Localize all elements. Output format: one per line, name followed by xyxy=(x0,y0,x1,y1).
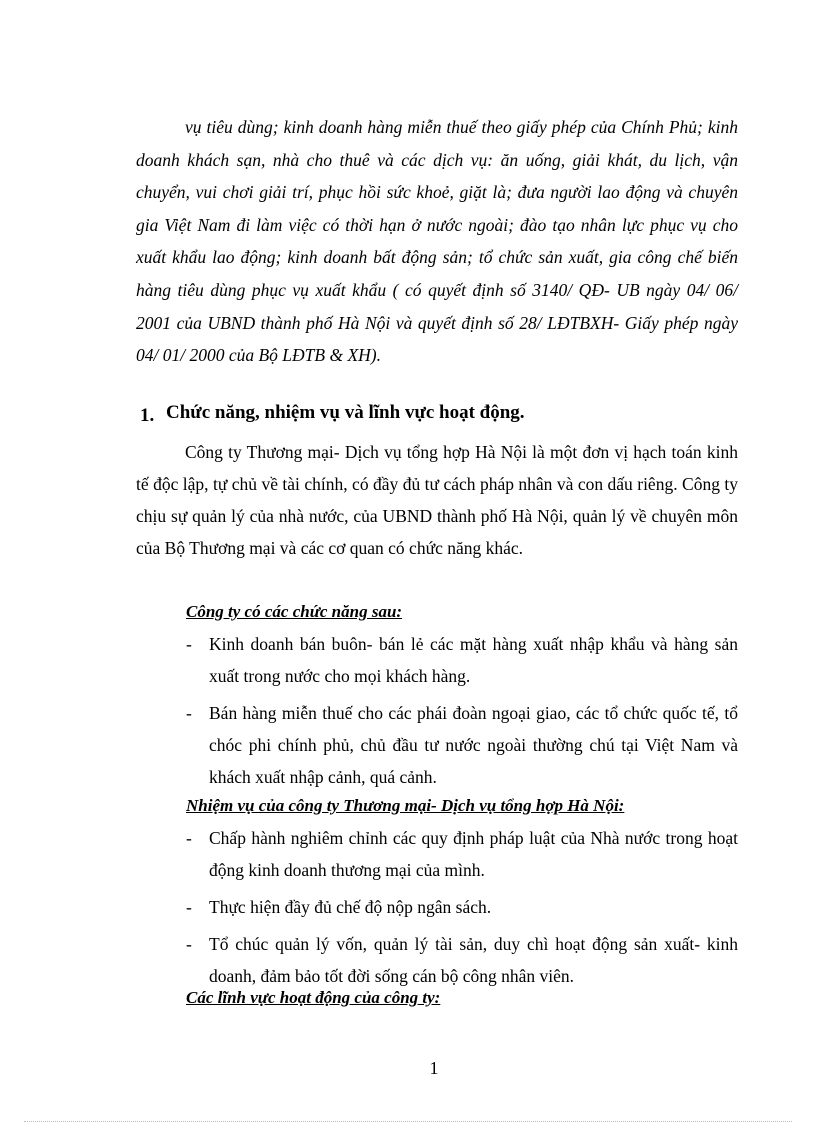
section-number: 1. xyxy=(140,405,155,426)
list-item-text: Kinh doanh bán buôn- bán lẻ các mặt hàng xuất nhập khẩu và hàng sản xuất trong nước cho mọi khách hàng. xyxy=(209,634,738,686)
section-title: Chức năng, nhiệm vụ và lĩnh vực hoạt động. xyxy=(166,402,525,423)
list-item xyxy=(186,928,738,992)
list-item-text: Tổ chúc quản lý vốn, quản lý tài sản, duy chì hoạt động sản xuất- kinh doanh, đảm bảo tốt đời sống cán bộ công nhân viên. xyxy=(209,934,738,986)
functions-list xyxy=(186,628,738,798)
list-item xyxy=(186,697,738,793)
bullet-dash: - xyxy=(186,828,192,848)
bullet-dash: - xyxy=(186,703,192,723)
list-item xyxy=(186,822,738,886)
section-paragraph: Công ty Thương mại- Dịch vụ tổng hợp Hà Nội là một đơn vị hạch toán kinh tế độc lập, tự chủ về tài chính, có đầy đủ tư cách pháp nhân và con dấu riêng. Công ty chịu sự quản lý của nhà nước, của UBND thành phố Hà Nội, quản lý về chuyên môn của Bộ Thương mại và các cơ quan có chức năng khác. xyxy=(136,442,738,558)
list-item-text: Thực hiện đầy đủ chế độ nộp ngân sách. xyxy=(209,897,492,917)
list-item xyxy=(186,628,738,692)
duties-list xyxy=(186,822,738,997)
list-item-text: Chấp hành nghiêm chỉnh các quy định pháp luật của Nhà nước trong hoạt động kinh doanh thương mại của mình. xyxy=(209,828,738,880)
section-heading xyxy=(140,402,760,427)
list-item xyxy=(186,891,738,923)
bullet-dash: - xyxy=(186,934,192,954)
bullet-dash: - xyxy=(186,897,192,917)
page-number: 1 xyxy=(429,1058,439,1078)
fields-subheading: Các lĩnh vực hoạt động của công ty: xyxy=(186,988,441,1007)
intro-paragraph: vụ tiêu dùng; kinh doanh hàng miễn thuế theo giấy phép của Chính Phủ; kinh doanh khách sạn, nhà cho thuê và các dịch vụ: ăn uống, giải khát, du lịch, vận chuyển, vui chơi giải trí, phục hồi sức khoẻ, giặt là; đưa người lao động và chuyên gia Việt Nam đi làm việc có thời hạn ở nước ngoài; đào tạo nhân lực phục vụ cho xuất khẩu lao động; kinh doanh bất động sản; tổ chức sản xuất, gia công chế biến hàng tiêu dùng phục vụ xuất khẩu ( có quyết định số 3140/ QĐ- UB ngày 04/ 06/ 2001 của UBND thành phố Hà Nội và quyết định số 28/ LĐTBXH- Giấy phép ngày 04/ 01/ 2000 của Bộ LĐTB & XH). xyxy=(136,117,738,366)
functions-subheading: Công ty có các chức năng sau: xyxy=(186,602,403,621)
duties-subheading: Nhiệm vụ của công ty Thương mại- Dịch vụ tổng hợp Hà Nội: xyxy=(186,796,625,815)
page-bottom-divider xyxy=(24,1121,792,1122)
list-item-text: Bán hàng miễn thuế cho các phái đoàn ngoại giao, các tổ chức quốc tế, tổ chóc phi chính phủ, chủ đầu tư nước ngoài thường chú tại Việt Nam và khách xuất nhập cảnh, quá cảnh. xyxy=(209,703,738,787)
bullet-dash: - xyxy=(186,634,192,654)
